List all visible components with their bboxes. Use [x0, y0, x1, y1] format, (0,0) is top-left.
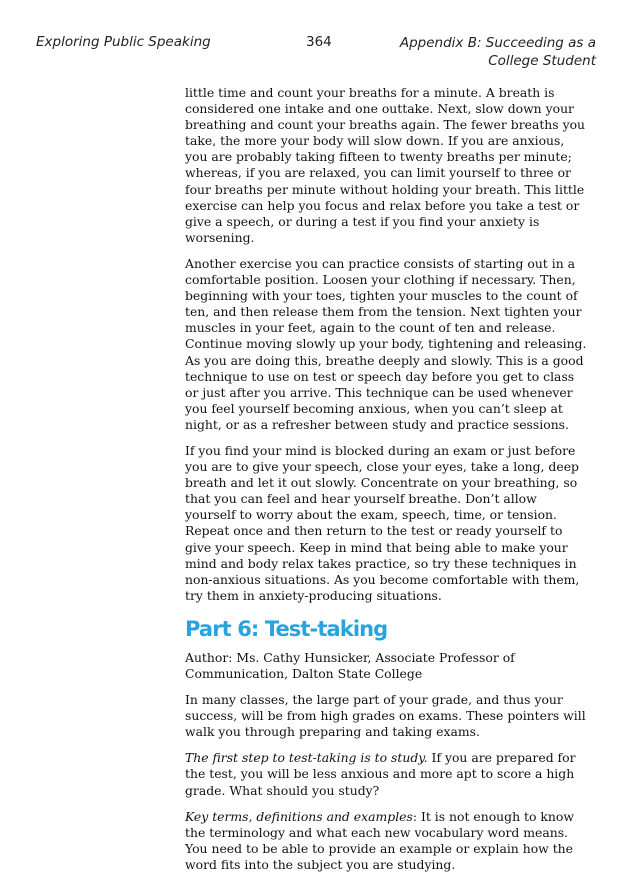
book-title: Exploring Public Speaking	[36, 34, 211, 50]
section-heading: Part 6: Test-taking	[185, 616, 388, 641]
page-number: 364	[306, 34, 332, 50]
page-header	[36, 34, 596, 74]
first-step-lead: The first step to test-taking is to study.	[185, 750, 428, 766]
body-text	[185, 85, 590, 883]
paragraph-breathing: little time and count your breaths for a minute. A breath is considered one intake and one outtake. Next, slow down your breathing and count your breaths again. The fewer breaths you take, the more your body will slow down. If you are anxious, you are probably taking fifteen to twenty breaths per minute; whereas, if you are relaxed, you can limit yourself to three or four breaths per minute without holding your breath. This little exercise can help you focus and relax before you take a test or give a speech, or during a test if you find your anxiety is worsening.	[185, 85, 586, 245]
author-line: Author: Ms. Cathy Hunsicker, Associate Professor of Communication, Dalton State College	[185, 649, 515, 681]
first-step-text: If you are prepared for the test, you will be less anxious and more apt to score a high grade. What should you study?	[185, 750, 576, 798]
paragraph-first-step	[185, 750, 590, 798]
paragraph-muscle-exercise: Another exercise you can practice consists of starting out in a comfortable position. Loosen your clothing if necessary. Then, beginning with your toes, tighten your muscles to the count of ten, and then release them from the tension. Next tighten your muscles in your feet, again to the count of ten and release. Continue moving slowly up your body, tightening and releasing. As you are doing this, breathe deeply and slowly. This is a good technique to use on test or speech day before you get to class or just after you arrive. This technique can be used whenever you feel yourself becoming anxious, when you can’t sleep at night, or as a refresher between study and practice sessions.	[185, 255, 587, 432]
section-title	[396, 34, 596, 70]
paragraph-key-terms	[185, 809, 590, 873]
section-title-line-2: College Student	[488, 53, 596, 69]
paragraph-mind-blocked: If you find your mind is blocked during an exam or just before you are to give your speech, close your eyes, take a long, deep breath and let it out slowly. Concentrate on your breathing, so that you can feel and hear yourself breathe. Don’t allow yourself to worry about the exam, speech, time, or tension. Repeat once and then return to the test or ready yourself to give your speech. Keep in mind that being able to make your mind and body relax takes practice, so try these techniques in non-anxious situations. As you become comfortable with them, try them in anxiety-producing situations.	[185, 442, 580, 603]
section-title-line-1: Appendix B: Succeeding as a	[399, 35, 596, 51]
key-terms-lead: Key terms, definitions and examples	[185, 808, 413, 824]
paragraph-intro: In many classes, the large part of your grade, and thus your success, will be from high grades on exams. These pointers will walk you through preparing and taking exams.	[185, 692, 586, 740]
key-terms-text: : It is not enough to know the terminology and what each new vocabulary word means. You need to be able to provide an example or explain how the word fits into the subject you are studying.	[185, 808, 574, 872]
